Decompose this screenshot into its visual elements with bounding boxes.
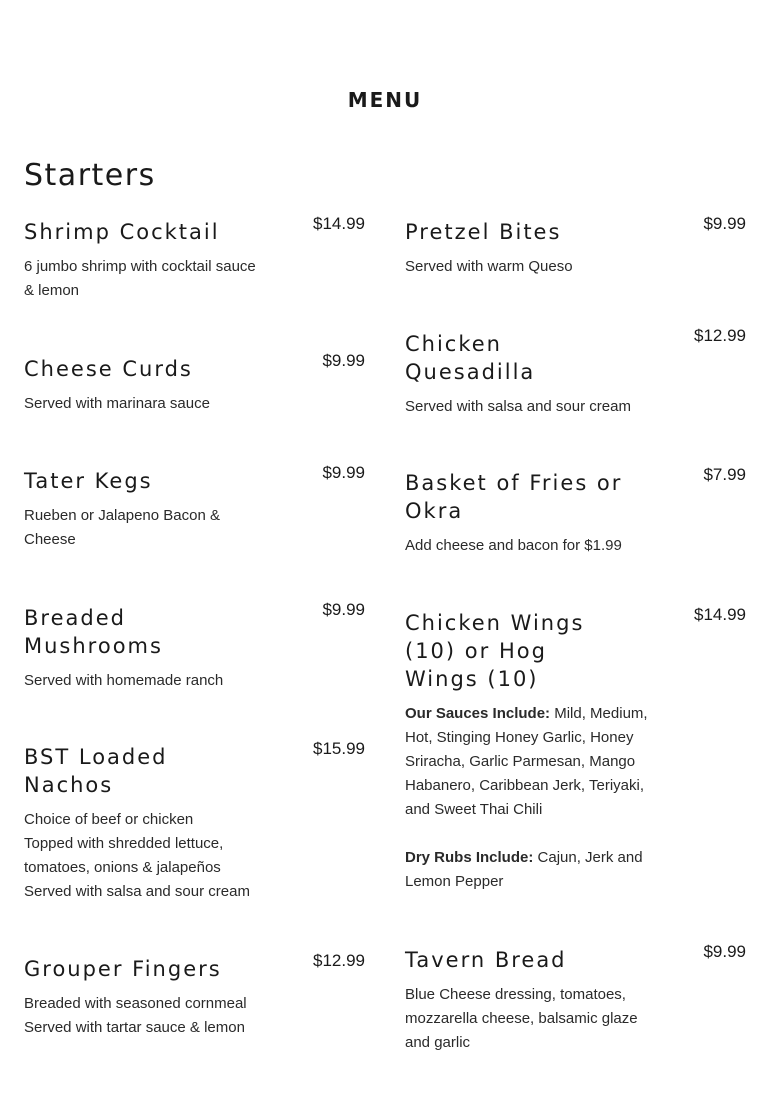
- item-price: $9.99: [322, 463, 365, 482]
- menu-item: [405, 326, 746, 419]
- description-line: Rueben or Jalapeno Bacon & Cheese: [24, 507, 220, 548]
- item-name: BST Loaded Nachos: [24, 745, 168, 797]
- menu-column-left: [24, 214, 365, 1040]
- menu-column-right: [405, 214, 746, 1055]
- item-name: Pretzel Bites: [405, 220, 562, 244]
- sauces-text: Mild, Medium, Hot, Stinging Honey Garlic, Honey Sriracha, Garlic Parmesan, Mango Habanero, Caribbean Jerk, Teriyaki, and Sweet Thai Chili: [405, 705, 648, 818]
- item-price: $14.99: [694, 605, 746, 624]
- item-name: Grouper Fingers: [24, 957, 222, 981]
- description-line: Served with salsa and sour cream: [405, 398, 631, 415]
- item-price: $9.99: [322, 600, 365, 619]
- item-description: [24, 808, 268, 904]
- item-name: Basket of Fries or Okra: [405, 471, 623, 523]
- item-description: [405, 255, 649, 279]
- item-price: $9.99: [322, 351, 365, 370]
- menu-item: [24, 351, 365, 416]
- item-description: [405, 395, 649, 419]
- menu-title: MENU: [347, 88, 423, 112]
- section-title-starters: Starters: [24, 158, 156, 193]
- description-line: Served with marinara sauce: [24, 395, 210, 412]
- item-price: $9.99: [703, 214, 746, 233]
- rubs-paragraph: [405, 846, 649, 894]
- item-name: Chicken Wings (10) or Hog Wings (10): [405, 611, 585, 691]
- description-line: Served with homemade ranch: [24, 672, 224, 689]
- item-price: $12.99: [313, 951, 365, 970]
- item-name: Breaded Mushrooms: [24, 606, 163, 658]
- description-line: Served with tartar sauce & lemon: [24, 1019, 245, 1036]
- item-price: $7.99: [703, 465, 746, 484]
- sauces-paragraph: [405, 702, 649, 822]
- menu-item: [24, 463, 365, 552]
- description-line: Blue Cheese dressing, tomatoes, mozzarella cheese, balsamic glaze and garlic: [405, 986, 638, 1051]
- item-price: $12.99: [694, 326, 746, 345]
- description-line: Choice of beef or chicken: [24, 811, 194, 828]
- description-line: Served with warm Queso: [405, 258, 573, 275]
- rubs-label: Dry Rubs Include:: [405, 849, 534, 866]
- item-name: Tavern Bread: [405, 948, 567, 972]
- item-price: $14.99: [313, 214, 365, 233]
- item-description: [405, 983, 649, 1055]
- menu-item: [24, 951, 365, 1040]
- item-price: $15.99: [313, 739, 365, 758]
- sauces-label: Our Sauces Include:: [405, 705, 551, 722]
- item-name: Cheese Curds: [24, 357, 193, 381]
- item-description: [24, 255, 268, 303]
- item-description: [24, 992, 268, 1040]
- item-description: [24, 392, 268, 416]
- description-line: Breaded with seasoned cornmeal: [24, 995, 247, 1012]
- menu-item: [405, 214, 746, 279]
- description-line: Topped with shredded lettuce, tomatoes, onions & jalapeños: [24, 835, 224, 876]
- menu-item: [24, 214, 365, 303]
- item-description: [24, 669, 268, 693]
- menu-item: [24, 739, 365, 904]
- item-description: [405, 702, 649, 894]
- menu-item: [405, 465, 746, 558]
- item-description: [24, 504, 268, 552]
- item-description: [405, 534, 649, 558]
- item-name: Chicken Quesadilla: [405, 332, 536, 384]
- item-name: Shrimp Cocktail: [24, 220, 220, 244]
- rubs-text: Cajun, Jerk and Lemon Pepper: [405, 849, 643, 890]
- description-line: Add cheese and bacon for $1.99: [405, 537, 622, 554]
- description-line: 6 jumbo shrimp with cocktail sauce & lemon: [24, 258, 256, 299]
- menu-item: [405, 605, 746, 894]
- menu-item: [405, 942, 746, 1055]
- item-name: Tater Kegs: [24, 469, 153, 493]
- item-price: $9.99: [703, 942, 746, 961]
- description-line: Served with salsa and sour cream: [24, 883, 250, 900]
- menu-item: [24, 600, 365, 693]
